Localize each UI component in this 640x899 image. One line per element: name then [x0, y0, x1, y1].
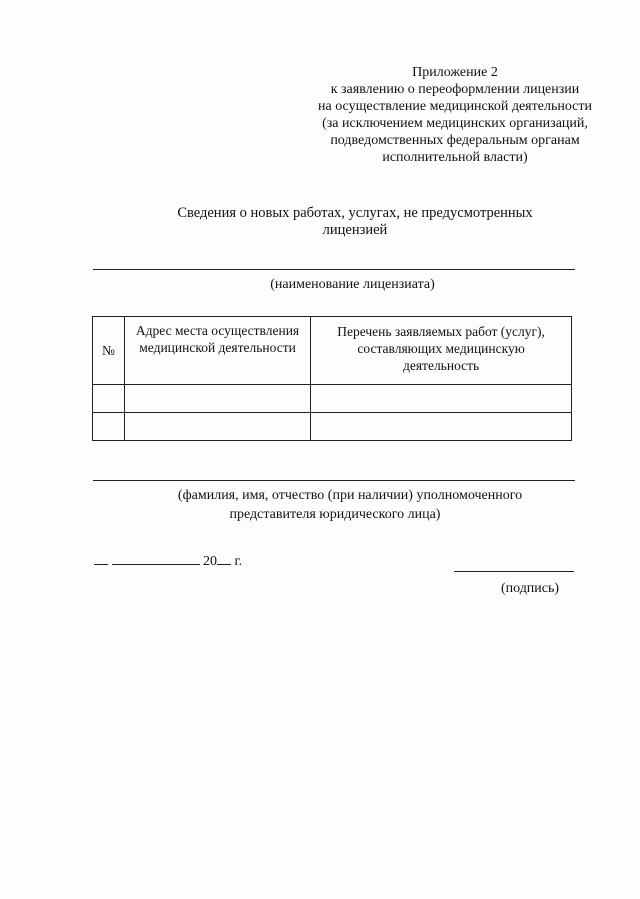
table-cell[interactable] [93, 413, 125, 441]
month-blank[interactable] [112, 551, 200, 565]
table-cell[interactable] [311, 385, 572, 413]
year-prefix: 20 [203, 554, 217, 569]
table-row [93, 385, 572, 413]
appendix-header [290, 64, 620, 166]
licensee-caption: (наименование лицензиата) [270, 277, 435, 292]
header-text-line: Перечень заявляемых работ (услуг), [337, 324, 545, 339]
day-blank[interactable] [94, 551, 108, 565]
title-line-1: Сведения о новых работах, услугах, не предусмотренных [177, 205, 533, 221]
representative-caption-line-2: представителя юридического лица) [229, 507, 441, 522]
appendix-line: Приложение 2 [412, 65, 498, 80]
table-row [93, 413, 572, 441]
appendix-line: на осуществление медицинской деятельности [317, 99, 592, 114]
licensee-name-line [93, 269, 575, 270]
year-suffix: г. [231, 554, 243, 569]
table-cell[interactable] [124, 413, 310, 441]
table-cell[interactable] [311, 413, 572, 441]
header-text-line: Адрес места осуществления [135, 323, 300, 338]
date-field [94, 551, 242, 570]
representative-name-line [93, 480, 575, 481]
appendix-line: подведомственных федеральным органам [330, 133, 580, 148]
appendix-line: исполнительной власти) [382, 150, 528, 165]
table-cell[interactable] [124, 385, 310, 413]
header-text-line: деятельность [402, 358, 480, 373]
signature-caption: (подпись) [500, 581, 560, 596]
header-text-line: медицинской деятельности [139, 340, 296, 355]
column-header-address [124, 317, 310, 385]
column-header-number: № [93, 317, 125, 385]
header-text-line: составляющих медицинскую [357, 341, 525, 356]
document-title [140, 205, 570, 239]
title-line-2: лицензией [322, 222, 388, 238]
appendix-line: к заявлению о переоформлении лицензии [330, 82, 580, 97]
table-header-row [93, 317, 572, 385]
signature-line [454, 571, 574, 572]
services-table [92, 316, 572, 441]
representative-caption-line-1: (фамилия, имя, отчество (при наличии) уполномоченного [177, 488, 523, 503]
year-blank[interactable] [217, 551, 231, 565]
appendix-line: (за исключением медицинских организаций, [322, 116, 588, 131]
column-header-works [311, 317, 572, 385]
table-cell[interactable] [93, 385, 125, 413]
